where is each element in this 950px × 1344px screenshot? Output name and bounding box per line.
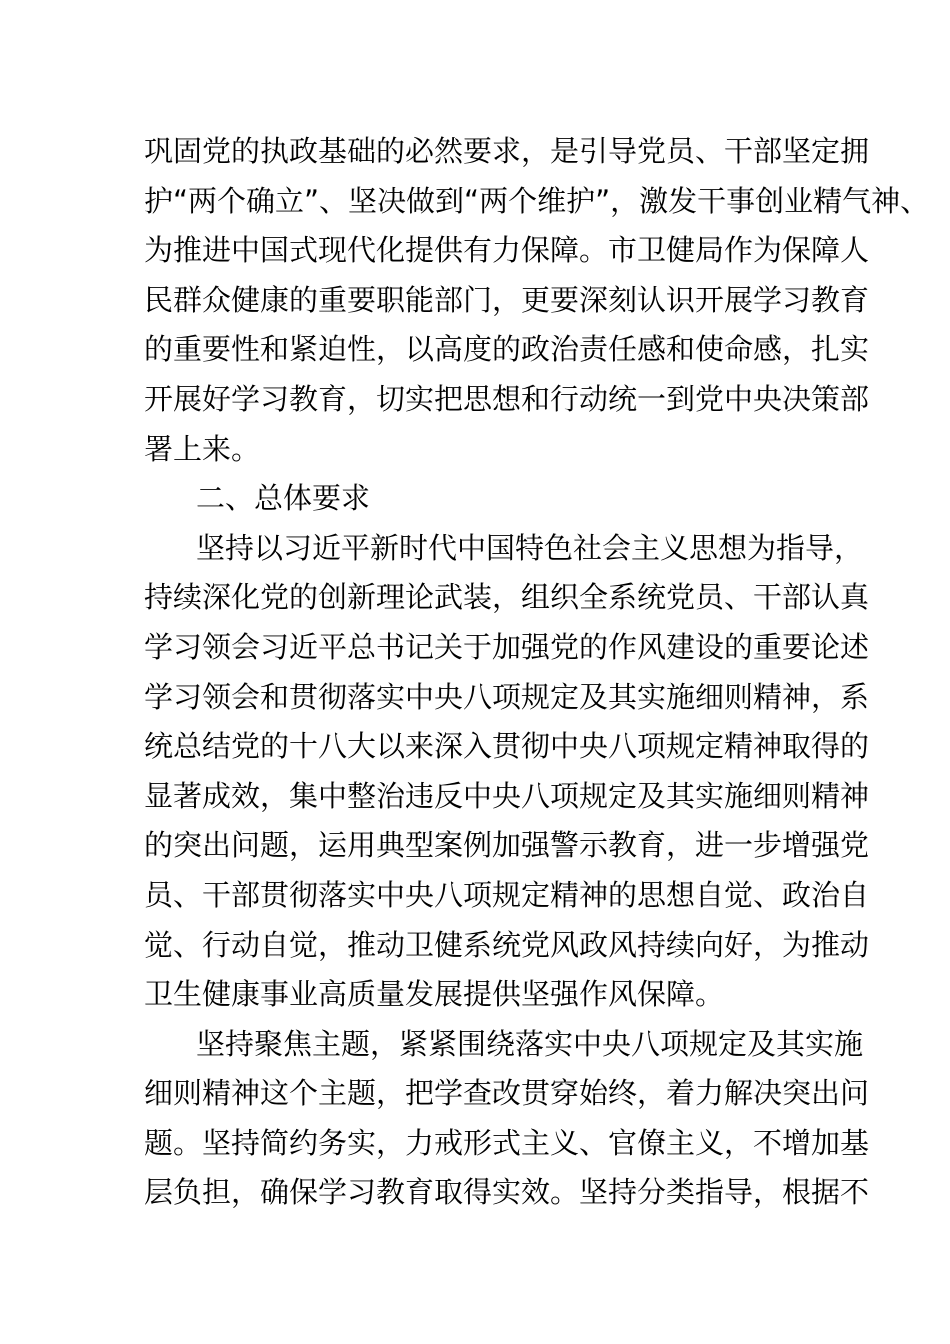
text-line: 持续深化党的创新理论武装，组织全系统党员、干部认真 xyxy=(144,580,870,615)
text-line: 统总结党的十八大以来深入贯彻中央八项规定精神取得的 xyxy=(144,729,870,764)
text-line: 的重要性和紧迫性，以高度的政治责任感和使命感，扎实 xyxy=(144,332,870,367)
text-line: 署上来。 xyxy=(144,431,261,466)
section-heading: 二、总体要求 xyxy=(196,481,371,516)
text-line: 巩固党的执政基础的必然要求，是引导党员、干部坚定拥 xyxy=(144,134,870,168)
text-line: 员、干部贯彻落实中央八项规定精神的思想自觉、政治自 xyxy=(144,877,870,912)
text-line: 细则精神这个主题，把学查改贯穿始终，着力解决突出问 xyxy=(144,1076,870,1111)
text-line: 卫生健康事业高质量发展提供坚强作风保障。 xyxy=(144,977,725,1012)
text-line: 为推进中国式现代化提供有力保障。市卫健局作为保障人 xyxy=(144,233,870,268)
text-line: 学习领会和贯彻落实中央八项规定及其实施细则精神，系 xyxy=(144,679,870,714)
text-line: 护“两个确立”、坚决做到“两个维护”，激发干事创业精气神、 xyxy=(144,183,930,218)
text-line: 坚持以习近平新时代中国特色社会主义思想为指导， xyxy=(196,530,864,565)
text-line: 民群众健康的重要职能部门，更要深刻认识开展学习教育 xyxy=(144,282,870,317)
body-text xyxy=(144,127,930,1218)
text-line: 层负担，确保学习教育取得实效。坚持分类指导，根据不 xyxy=(144,1175,870,1210)
text-line: 学习领会习近平总书记关于加强党的作风建设的重要论述 xyxy=(144,629,870,664)
text-line: 坚持聚焦主题，紧紧围绕落实中央八项规定及其实施 xyxy=(196,1026,864,1061)
text-line: 开展好学习教育，切实把思想和行动统一到党中央决策部 xyxy=(144,381,870,416)
text-line: 觉、行动自觉，推动卫健系统党风政风持续向好，为推动 xyxy=(144,927,870,962)
text-line: 题。坚持简约务实，力戒形式主义、官僚主义，不增加基 xyxy=(144,1125,870,1160)
text-line: 显著成效，集中整治违反中央八项规定及其实施细则精神 xyxy=(144,778,870,813)
text-line: 的突出问题，运用典型案例加强警示教育，进一步增强党 xyxy=(144,828,870,863)
